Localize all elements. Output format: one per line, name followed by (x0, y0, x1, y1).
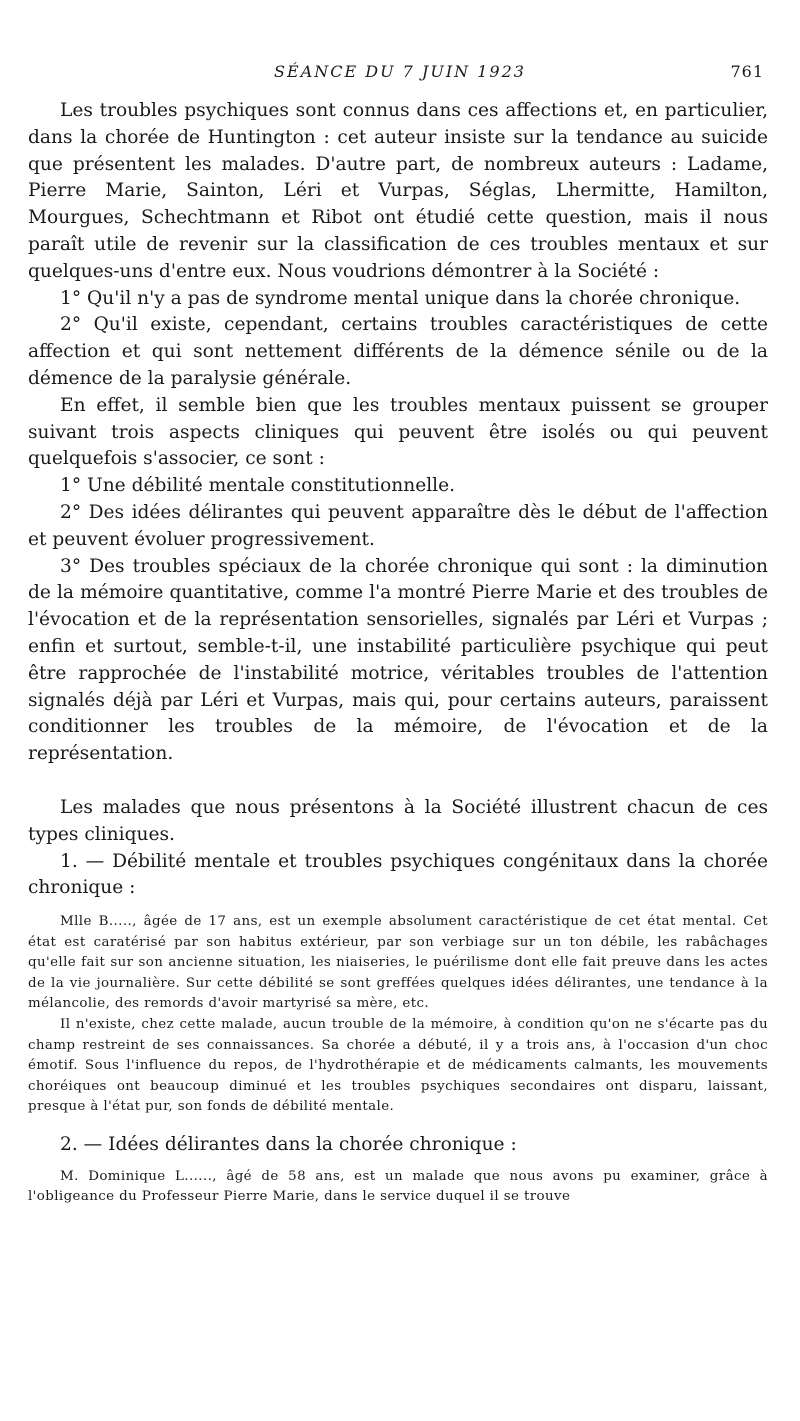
running-head: SÉANCE DU 7 JUIN 1923 (274, 62, 526, 81)
paragraph-malades: Les malades que nous présentons à la Société illustrent chacun de ces types cliniques. (28, 796, 768, 845)
section-2-heading: 2. — Idées délirantes dans la chorée chronique : (60, 1134, 517, 1156)
paragraph-en-effet: En effet, il semble bien que les troubles mentaux puissent se grouper suivant trois aspects cliniques qui peuvent être isolés ou qui peuvent quelquefois s'associer, ce sont : (28, 394, 768, 470)
paragraph-spacer (28, 768, 768, 795)
body-text (28, 98, 768, 1208)
section-1-heading: 1. — Débilité mentale et troubles psychiques congénitaux dans la chorée chronique : (28, 850, 768, 899)
section-1-case (28, 912, 768, 1118)
case-paragraph: Mlle B....., âgée de 17 ans, est un exemple absolument caractéristique de cet état mental. Cet état est caratérisé par son habitus extérieur, par son verbiage sur un ton débile, les rabâchages qu'elle fait sur son ancienne situation, les niaiseries, le puérilisme dont elle fait preuve dans les actes de la vie journalière. Sur cette débilité se sont greffées quelques idées délirantes, une tendance à la mélancolie, des remords d'avoir martyrisé sa mère, etc. (28, 914, 768, 1012)
case-paragraph: M. Dominique L......, âgé de 58 ans, est un malade que nous avons pu examiner, grâce à l'obligeance du Professeur Pierre Marie, dans le service duquel il se trouve (28, 1168, 768, 1205)
paragraph-intro: Les troubles psychiques sont connus dans ces affections et, en particulier, dans la chorée de Huntington : cet auteur insiste sur la tendance au suicide que présentent les malades. D'autre part, de nombreux auteurs : Ladame, Pierre Marie, Sainton, Léri et Vurpas, Séglas, Lhermitte, Hamilton, Mourgues, Schechtmann et Ribot ont étudié cette question, mais il nous paraît utile de revenir sur la classification de ces troubles mentaux et sur quelques-uns d'entre eux. Nous voudrions démontrer à la Société : (28, 100, 768, 282)
paragraph-point-2: 2° Qu'il existe, cependant, certains troubles caractéristiques de cette affection et qui sont nettement différents de la démence sénile ou de la démence de la paralysie générale. (28, 314, 768, 389)
paragraph-aspect-1: 1° Une débilité mentale constitutionnelle. (60, 475, 456, 497)
section-2-case (28, 1167, 768, 1208)
paragraph-point-1: 1° Qu'il n'y a pas de syndrome mental unique dans la chorée chronique. (60, 287, 741, 309)
paragraph-aspect-2: 2° Des idées délirantes qui peuvent apparaître dès le début de l'affection et peuvent évoluer progressivement. (28, 501, 768, 550)
case-paragraph: Il n'existe, chez cette malade, aucun trouble de la mémoire, à condition qu'on ne s'écarte pas du champ restreint de ses connaissances. Sa chorée a débuté, il y a trois ans, à l'occasion d'un choc émotif. Sous l'influence du repos, de l'hydrothérapie et de médicaments calmants, les mouvements choréiques ont beaucoup diminué et les troubles psychiques secondaires ont disparu, laissant, presque à l'état pur, son fonds de débilité mentale. (28, 1017, 768, 1115)
page-number: 761 (730, 62, 764, 81)
page-header (0, 62, 800, 86)
paragraph-aspect-3: 3° Des troubles spéciaux de la chorée chronique qui sont : la diminution de la mémoire quantitative, comme l'a montré Pierre Marie et des troubles de l'évocation et de la représentation sensorielles, signalés par Léri et Vurpas ; enfin et surtout, semble-t-il, une instabilité particulière psychique qui peut être rapprochée de l'instabilité motrice, véritables troubles de l'attention signalés déjà par Léri et Vurpas, mais qui, pour certains auteurs, paraissent conditionner les troubles de la mémoire, de l'évocation et de la représentation. (28, 555, 768, 765)
